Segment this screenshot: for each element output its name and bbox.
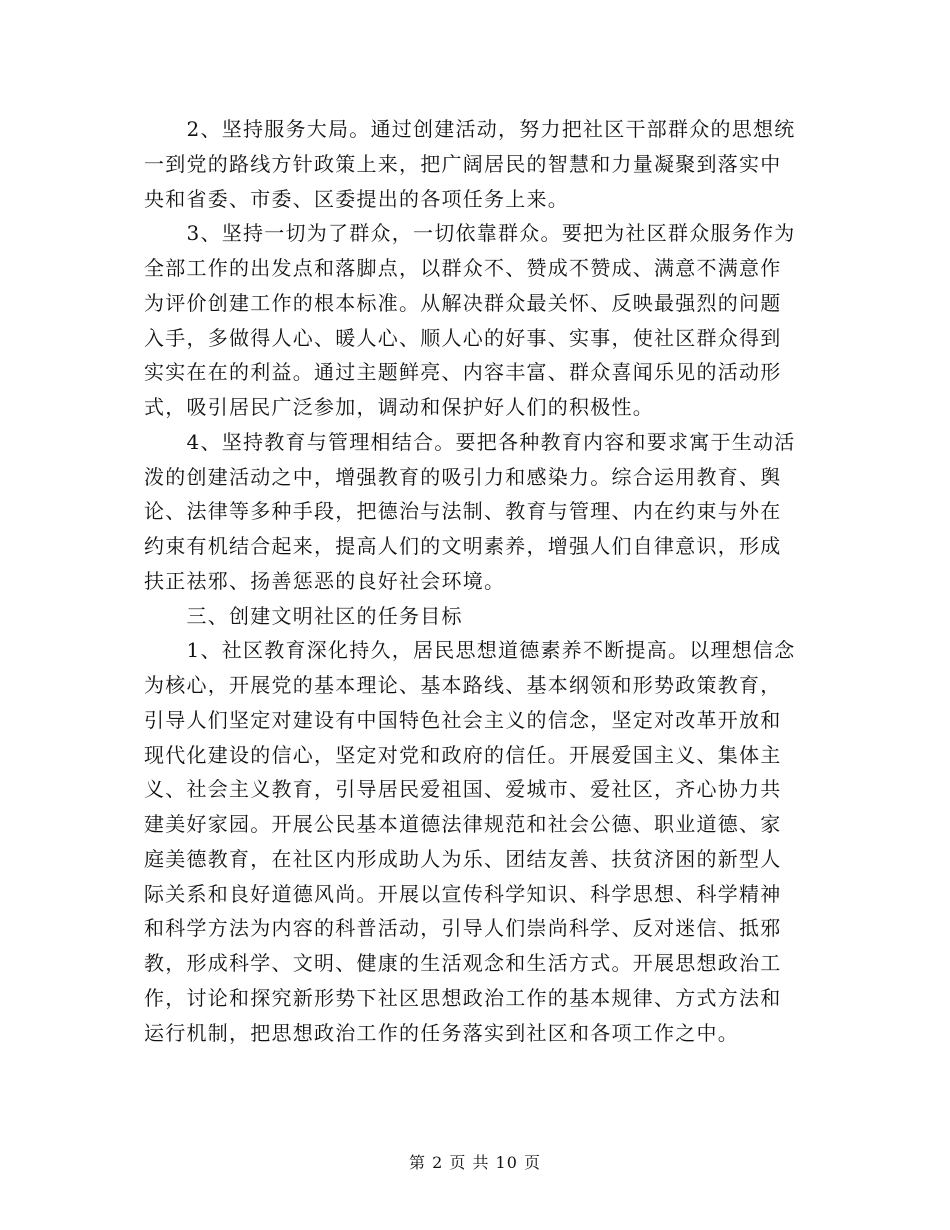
text-line: 为评价创建工作的根本标准。从解决群众最关怀、反映最强烈的问题 (144, 290, 782, 315)
text-line: 实实在在的利益。通过主题鲜亮、内容丰富、群众喜闻乐见的活动形 (144, 360, 782, 385)
text-line: 义、社会主义教育，引导居民爱祖国、爱城市、爱社区，齐心协力共 (144, 777, 782, 802)
text-line: 为核心，开展党的基本理论、基本路线、基本纲领和形势政策教育， (144, 673, 782, 697)
text-line: 际关系和良好道德风尚。开展以宣传科学知识、科学思想、科学精神 (144, 881, 782, 906)
paragraph-serve-the-masses (144, 216, 814, 425)
page-number-footer: 第 2 页 共 10 页 (409, 1153, 541, 1172)
text-line: 现代化建设的信心，坚定对党和政府的信任。开展爱国主义、集体主 (144, 742, 782, 767)
document-body (144, 112, 814, 1050)
text-line: 入手，多做得人心、暖人心、顺人心的好事、实事，使社区群众得到 (144, 325, 782, 350)
text-line: 全部工作的出发点和落脚点，以群众不、赞成不赞成、满意不满意作 (144, 256, 782, 280)
text-line: 教，形成科学、文明、健康的生活观念和生活方式。开展思想政治工 (144, 951, 782, 975)
text-line: 运行机制，把思想政治工作的任务落实到社区和各项工作之中。 (144, 1020, 739, 1045)
text-line: 扶正祛邪、扬善惩恶的良好社会环境。 (144, 568, 506, 593)
text-line: 和科学方法为内容的科普活动，引导人们崇尚科学、反对迷信、抵邪 (144, 916, 782, 941)
text-line: 庭美德教育，在社区内形成助人为乐、团结友善、扶贫济困的新型人 (144, 846, 782, 871)
paragraph-education-and-management (144, 425, 814, 599)
text-line: 约束有机结合起来，提高人们的文明素养，增强人们自律意识，形成 (144, 534, 782, 558)
section-heading-task-goals (144, 599, 814, 634)
text-line: 一到党的路线方针政策上来，把广阔居民的智慧和力量凝聚到落实中 (144, 151, 782, 176)
text-line: 4、坚持教育与管理相结合。要把各种教育内容和要求寓于生动活 (144, 429, 796, 454)
text-line: 泼的创建活动之中，增强教育的吸引力和感染力。综合运用教育、舆 (144, 464, 782, 489)
text-line: 引导人们坚定对建设有中国特色社会主义的信念，坚定对改革开放和 (144, 707, 782, 732)
text-line: 式，吸引居民广泛参加，调动和保护好人们的积极性。 (144, 395, 654, 419)
text-line: 1、社区教育深化持久，居民思想道德素养不断提高。以理想信念 (144, 638, 796, 663)
heading-line: 三、创建文明社区的任务目标 (144, 603, 463, 628)
text-line: 作，讨论和探究新形势下社区思想政治工作的基本规律、方式方法和 (144, 985, 782, 1010)
text-line: 论、法律等多种手段，把德治与法制、教育与管理、内在约束与外在 (144, 499, 782, 524)
text-line: 3、坚持一切为了群众，一切依靠群众。要把为社区群众服务作为 (144, 221, 796, 246)
text-line: 央和省委、市委、区委提出的各项任务上来。 (144, 186, 569, 211)
text-line: 建美好家园。开展公民基本道德法律规范和社会公德、职业道德、家 (144, 812, 782, 836)
paragraph-uphold-overall-service (144, 112, 814, 216)
paragraph-community-education (144, 633, 814, 1050)
text-line: 2、坚持服务大局。通过创建活动，努力把社区干部群众的思想统 (144, 117, 796, 141)
